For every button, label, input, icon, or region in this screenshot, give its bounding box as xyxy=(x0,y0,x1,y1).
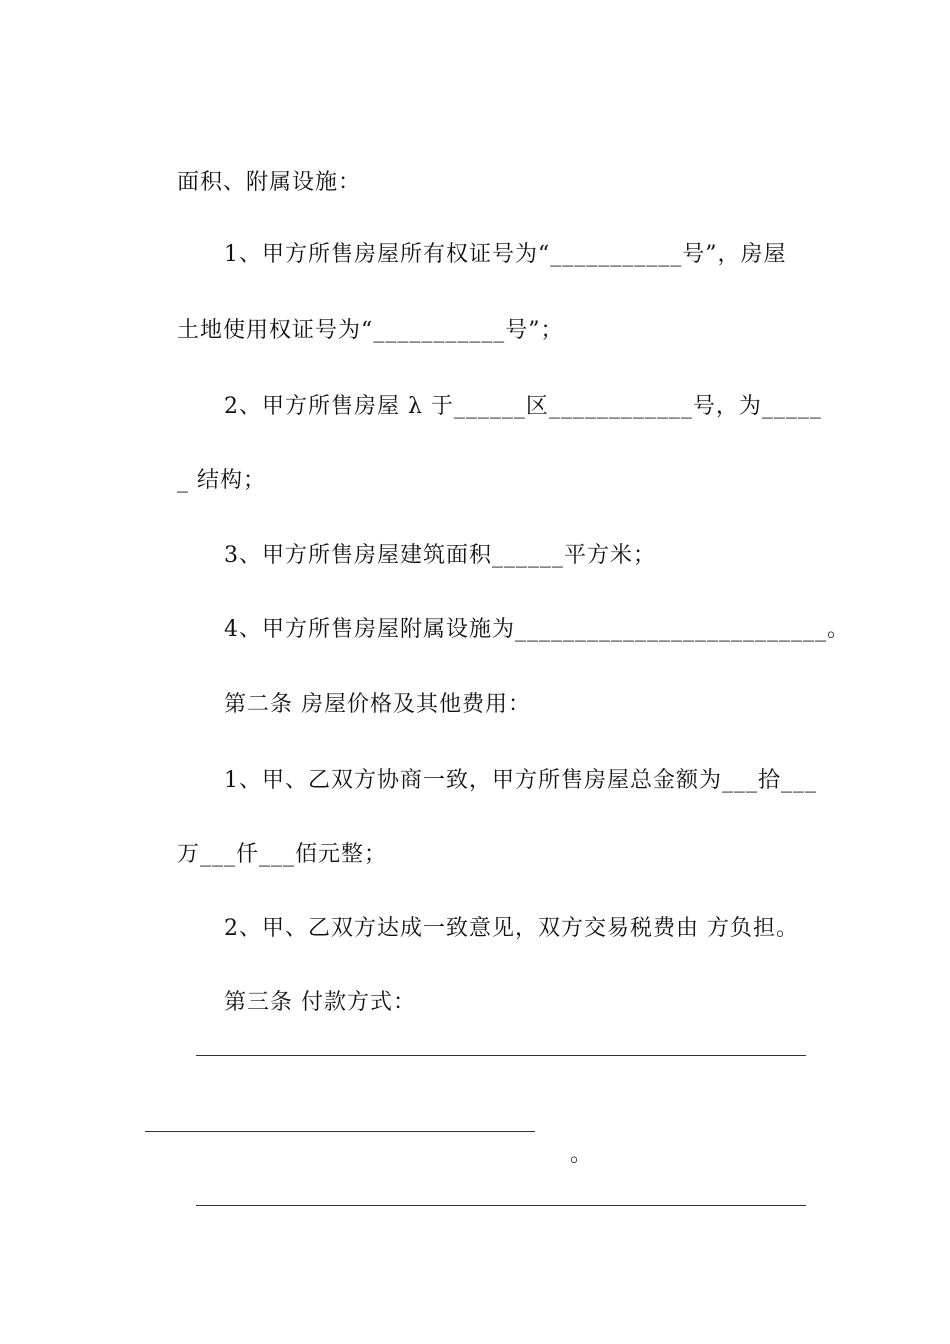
payment-blank-line-1 xyxy=(196,1055,806,1056)
payment-blank-line-3 xyxy=(196,1205,806,1206)
text-line: 2、甲方所售房屋 λ 于______区____________号，为_____ xyxy=(223,394,822,419)
text-line: 第三条 付款方式： xyxy=(223,990,416,1015)
text-line: 第二条 房屋价格及其他费用： xyxy=(223,692,531,717)
text-line: _ 结构； xyxy=(176,468,266,493)
text-line: 2、甲、乙双方达成一致意见，双方交易税费由 方负担。 xyxy=(223,916,799,941)
text-line: 3、甲方所售房屋建筑面积______平方米； xyxy=(223,543,656,568)
text-line: 土地使用权证号为“___________号”； xyxy=(176,318,564,343)
text-line: 面积、附属设施： xyxy=(176,170,361,195)
payment-blank-line-2 xyxy=(145,1131,535,1132)
text-line: 1、甲、乙双方协商一致，甲方所售房屋总金额为___拾___ xyxy=(223,768,817,793)
text-line: 万___仟___佰元整； xyxy=(176,842,387,867)
payment-blank-end xyxy=(538,1110,950,1200)
text-line: 。 xyxy=(569,1142,593,1167)
text-line: 1、甲方所售房屋所有权证号为“___________号”，房屋 xyxy=(223,242,787,267)
text-line: 4、甲方所售房屋附属设施为__________________________。 xyxy=(223,617,850,642)
article-3-heading xyxy=(192,958,950,1048)
